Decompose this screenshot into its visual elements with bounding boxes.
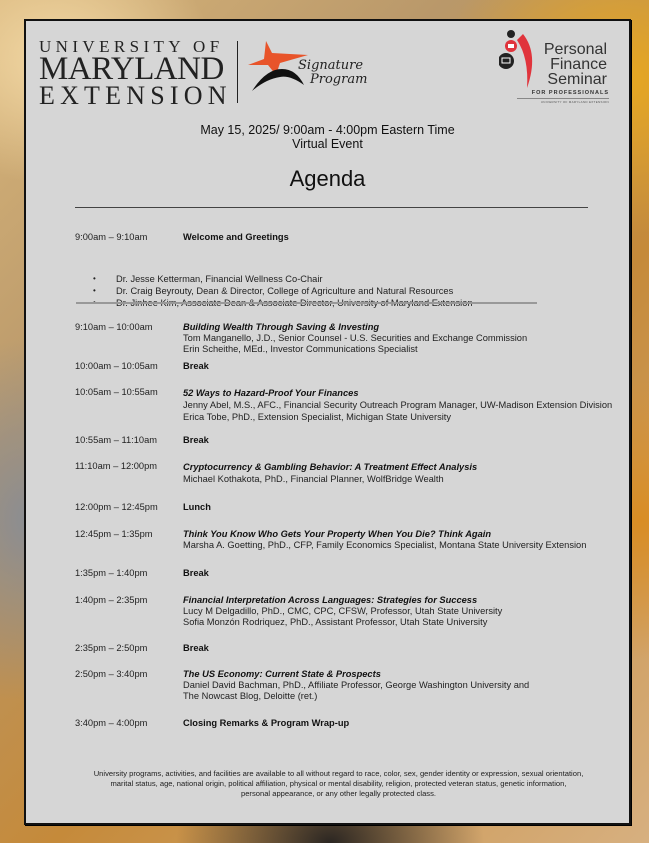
event-format: Virtual Event bbox=[292, 137, 363, 151]
footer-line: personal appearance, or any other legally protected class. bbox=[240, 789, 437, 798]
agenda-time: 9:00am – 9:10am bbox=[75, 232, 148, 242]
agenda-time: 9:10am – 10:00am bbox=[75, 322, 153, 332]
umd-logo-line3: EXTENSION bbox=[39, 81, 232, 110]
welcome-speakers-list bbox=[93, 273, 473, 309]
pfs-title bbox=[537, 42, 607, 87]
agenda-time: 11:10am – 12:00pm bbox=[75, 461, 158, 471]
pfs-org: UNIVERSITY OF MARYLAND EXTENSION bbox=[540, 100, 609, 104]
page-title: Agenda bbox=[289, 166, 366, 191]
agenda-flyer bbox=[24, 19, 631, 825]
speaker: Tom Manganello, J.D., Senior Counsel - U.S. Securities and Exchange Commission bbox=[183, 333, 528, 343]
speaker: Lucy M Delgadillo, PhD., CMC, CPC, CFSW, Professor, Utah State University bbox=[183, 606, 503, 616]
speaker: Erin Scheithe, MEd., Investor Communications Specialist bbox=[183, 344, 418, 354]
umd-logo-line2: MARYLAND bbox=[39, 51, 224, 87]
agenda-time: 2:35pm – 2:50pm bbox=[75, 643, 148, 653]
agenda-title: Break bbox=[183, 361, 209, 371]
speaker: Daniel David Bachman, PhD., Affiliate Professor, George Washington University and bbox=[183, 680, 530, 690]
speaker: Jenny Abel, M.S., AFC., Financial Security Outreach Program Manager, UW-Madison Extension Division bbox=[183, 400, 613, 410]
agenda-title: Closing Remarks & Program Wrap-up bbox=[183, 718, 350, 728]
list-item: • Dr. Craig Beyrouty, Dean & Director, College of Agriculture and Natural Resources bbox=[93, 285, 473, 297]
agenda-time: 10:55am – 11:10am bbox=[75, 435, 158, 445]
program-text: Program bbox=[310, 72, 368, 87]
speaker: Sofia Monzón Rodriquez, PhD., Assistant Professor, Utah State University bbox=[183, 617, 488, 627]
pfs-line1: Personal bbox=[543, 41, 607, 58]
agenda-title: Welcome and Greetings bbox=[183, 232, 289, 242]
agenda-title: 52 Ways to Hazard-Proof Your Finances bbox=[183, 388, 359, 398]
nondiscrimination-statement bbox=[56, 769, 621, 799]
agenda-title: Think You Know Who Gets Your Property When You Die? Think Again bbox=[183, 529, 492, 539]
agenda-time: 10:05am – 10:55am bbox=[75, 387, 158, 397]
umd-logo-line1: UNIVERSITY OF bbox=[39, 37, 224, 56]
agenda-time: 10:00am – 10:05am bbox=[75, 361, 158, 371]
agenda-time: 1:35pm – 1:40pm bbox=[75, 568, 148, 578]
speaker: Marsha A. Goetting, PhD., CFP, Family Economics Specialist, Montana State University Extension bbox=[183, 540, 587, 550]
agenda-title: Financial Interpretation Across Languages: Strategies for Success bbox=[183, 595, 478, 605]
agenda-title: Building Wealth Through Saving & Investing bbox=[183, 322, 380, 332]
signature-text: Signature bbox=[298, 58, 364, 73]
list-item: • Dr. Jesse Ketterman, Financial Wellness Co-Chair bbox=[93, 273, 473, 285]
speaker: The Nowcast Blog, Deloitte (ret.) bbox=[183, 691, 318, 701]
umd-extension-logo bbox=[39, 38, 232, 109]
agenda-title: Break bbox=[183, 568, 209, 578]
pfs-line3: Seminar bbox=[547, 71, 607, 88]
agenda-time: 3:40pm – 4:00pm bbox=[75, 718, 148, 728]
footer-line: marital status, age, national origin, political affiliation, physical or mental disability, religion, protected veteran status, genetic information, bbox=[110, 779, 567, 788]
agenda-title: Lunch bbox=[183, 502, 211, 512]
speaker: Erica Tobe, PhD., Extension Specialist, Michigan State University bbox=[183, 412, 452, 422]
event-date-time: May 15, 2025/ 9:00am - 4:00pm Eastern Time bbox=[200, 123, 455, 137]
agenda-time: 12:45pm – 1:35pm bbox=[75, 529, 153, 539]
agenda-title: Cryptocurrency & Gambling Behavior: A Treatment Effect Analysis bbox=[183, 462, 478, 472]
agenda-title: Break bbox=[183, 643, 209, 653]
logo-divider bbox=[237, 41, 238, 103]
divider bbox=[76, 302, 537, 304]
event-info bbox=[26, 123, 629, 151]
agenda-title: The US Economy: Current State & Prospects bbox=[183, 669, 381, 679]
divider bbox=[75, 207, 588, 208]
agenda-time: 1:40pm – 2:35pm bbox=[75, 595, 148, 605]
footer-line: University programs, activities, and facilities are available to all without regard to race, color, sex, gender identity or expression, sexual orientation, bbox=[93, 769, 584, 778]
pfs-line2: Finance bbox=[550, 56, 607, 73]
agenda-title: Break bbox=[183, 435, 209, 445]
agenda-time: 2:50pm – 3:40pm bbox=[75, 669, 148, 679]
agenda-time: 12:00pm – 12:45pm bbox=[75, 502, 158, 512]
pfs-subtitle: FOR PROFESSIONALS bbox=[517, 90, 609, 99]
signature-program-logo bbox=[246, 39, 366, 99]
speaker: Michael Kothakota, PhD., Financial Planner, WolfBridge Wealth bbox=[183, 474, 444, 484]
pfs-emblem-icon bbox=[499, 28, 539, 92]
personal-finance-seminar-logo bbox=[505, 28, 623, 108]
